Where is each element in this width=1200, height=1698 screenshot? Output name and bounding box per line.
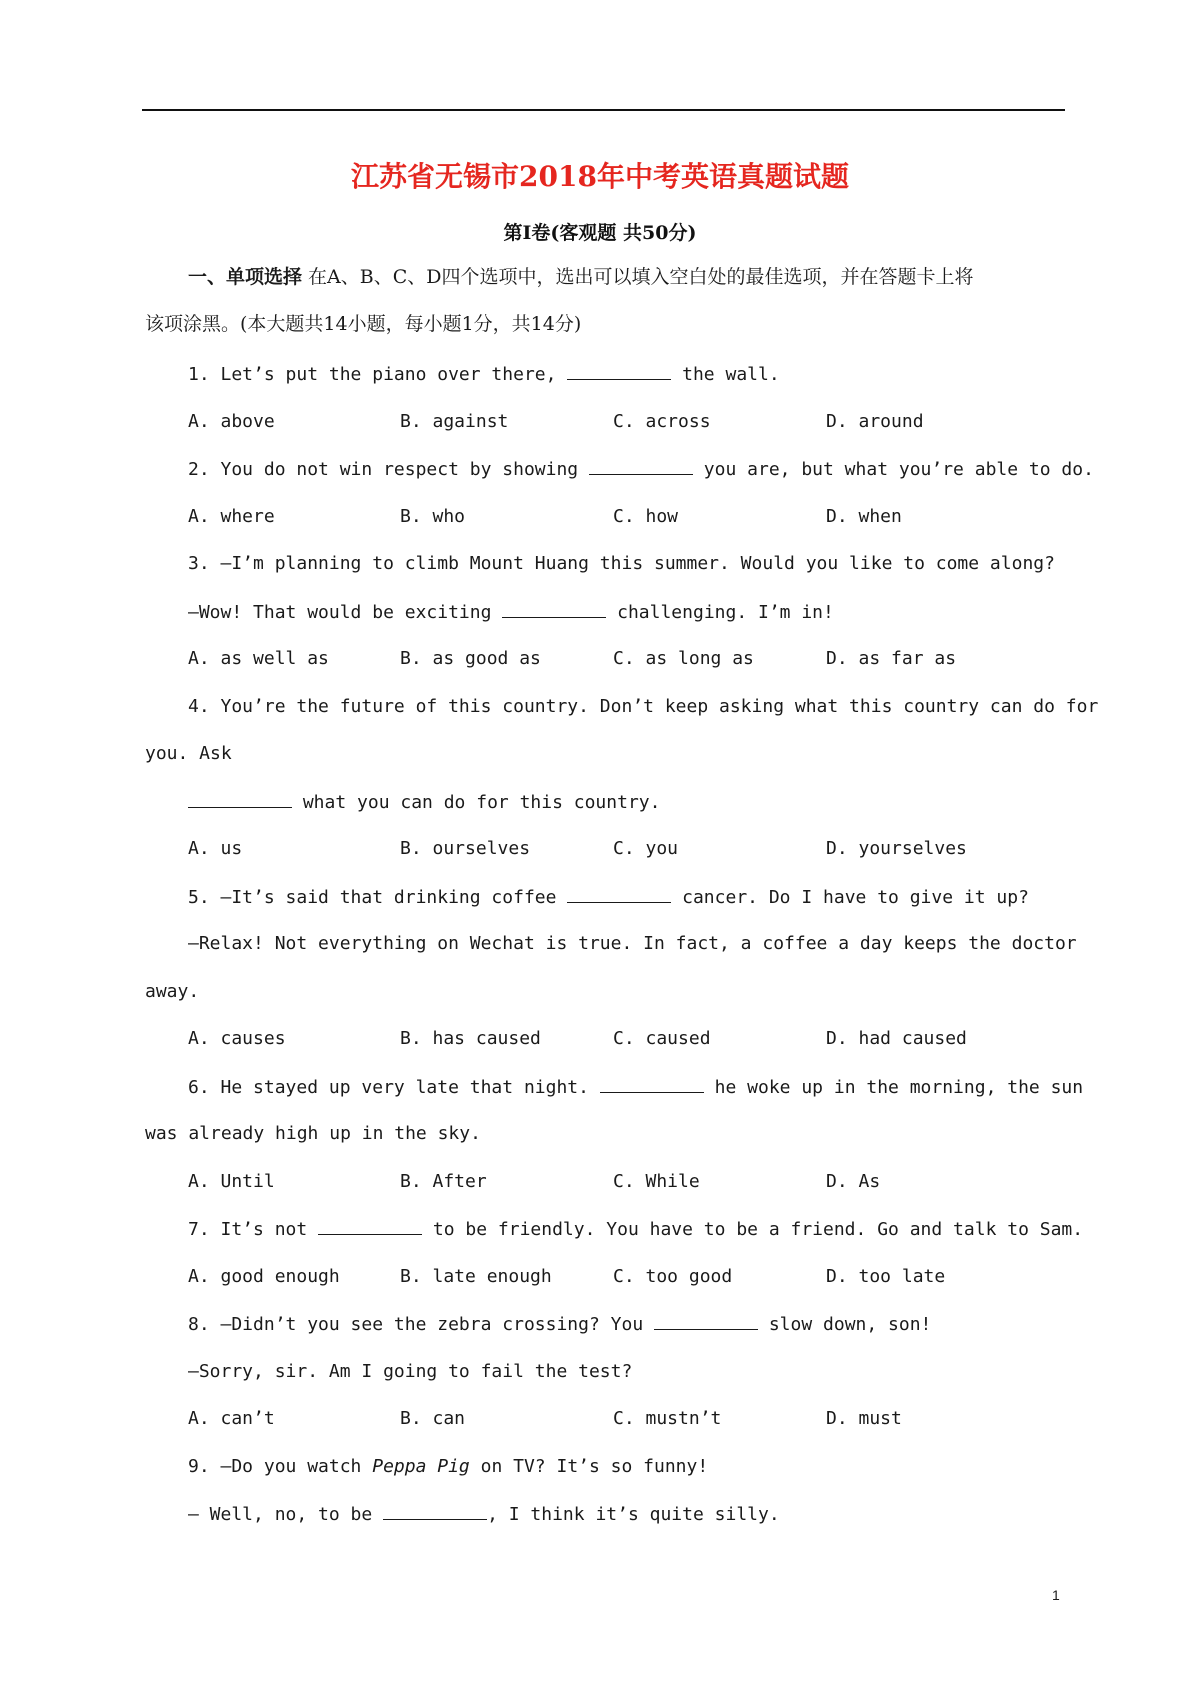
- q7-option-c: C. too good: [613, 1266, 733, 1287]
- answer-blank: [589, 458, 693, 475]
- q7-option-d: D. too late: [826, 1266, 946, 1287]
- question-9-stem: 9. —Do you watch Peppa Pig on TV? It’s so funny!: [188, 1456, 709, 1477]
- page-title: 江苏省无锡市2018年中考英语真题试题: [351, 160, 849, 193]
- section-instruction-line1: [188, 266, 974, 288]
- question-4-line2: you. Ask: [145, 743, 232, 764]
- q8-option-d: D. must: [826, 1408, 902, 1429]
- answer-blank: [502, 601, 606, 618]
- answer-blank: [654, 1313, 758, 1330]
- q7-option-a: A. good enough: [188, 1266, 340, 1287]
- question-7-stem: 7. It’s not to be friendly. You have to be a friend. Go and talk to Sam.: [188, 1219, 1084, 1240]
- question-4-line3: what you can do for this country.: [188, 791, 660, 814]
- section-heading: 一、单项选择: [188, 266, 303, 288]
- q4-option-d: D. yourselves: [826, 838, 967, 859]
- question-6-stem: 6. He stayed up very late that night. he woke up in the morning, the sun: [188, 1077, 1084, 1098]
- q2-option-c: C. how: [613, 506, 679, 527]
- q5-option-b: B. has caused: [400, 1028, 541, 1049]
- q1-option-a: A. above: [188, 411, 275, 432]
- page-number: 1: [1052, 1587, 1060, 1603]
- q3-option-d: D. as far as: [826, 648, 957, 669]
- q7-option-b: B. late enough: [400, 1266, 552, 1287]
- answer-blank: [567, 363, 671, 380]
- page-subtitle: 第Ⅰ卷(客观题 共50分): [503, 222, 697, 244]
- answer-blank: [318, 1218, 422, 1235]
- answer-blank: [188, 791, 292, 808]
- q1-option-b: B. against: [400, 411, 509, 432]
- q5-option-a: A. causes: [188, 1028, 286, 1049]
- q1-option-c: C. across: [613, 411, 711, 432]
- q8-option-b: B. can: [400, 1408, 466, 1429]
- question-5-line3: away.: [145, 981, 200, 1002]
- answer-blank: [600, 1076, 704, 1093]
- q4-option-a: A. us: [188, 838, 243, 859]
- question-5-line2: —Relax! Not everything on Wechat is true. In fact, a coffee a day keeps the doctor: [188, 933, 1077, 954]
- question-3-stem: 3. —I’m planning to climb Mount Huang this summer. Would you like to come along?: [188, 553, 1055, 574]
- section-instruction-line2: 该项涂黑。(本大题共14小题，每小题1分，共14分): [145, 313, 582, 335]
- q6-option-c: C. While: [613, 1171, 700, 1192]
- q6-option-a: A. Until: [188, 1171, 275, 1192]
- q2-option-a: A. where: [188, 506, 275, 527]
- q8-option-a: A. can’t: [188, 1408, 275, 1429]
- question-4-stem: 4. You’re the future of this country. Don’t keep asking what this country can do for: [188, 696, 1099, 717]
- question-8-stem: 8. —Didn’t you see the zebra crossing? You slow down, son!: [188, 1314, 932, 1335]
- q3-option-c: C. as long as: [613, 648, 754, 669]
- answer-blank: [567, 886, 671, 903]
- question-1-stem: 1. Let’s put the piano over there, the wall.: [188, 364, 780, 385]
- show-title: Peppa Pig: [372, 1456, 470, 1477]
- question-3-line2: —Wow! That would be exciting challenging. I’m in!: [188, 602, 834, 623]
- q5-option-d: D. had caused: [826, 1028, 967, 1049]
- question-6-line2: was already high up in the sky.: [145, 1123, 481, 1144]
- answer-blank: [383, 1503, 487, 1520]
- q4-option-c: C. you: [613, 838, 679, 859]
- question-9-line2: — Well, no, to be , I think it’s quite silly.: [188, 1504, 780, 1525]
- q5-option-c: C. caused: [613, 1028, 711, 1049]
- top-rule: [142, 109, 1065, 111]
- q1-option-d: D. around: [826, 411, 924, 432]
- q2-option-d: D. when: [826, 506, 902, 527]
- q2-option-b: B. who: [400, 506, 466, 527]
- q8-option-c: C. mustn’t: [613, 1408, 722, 1429]
- q3-option-b: B. as good as: [400, 648, 541, 669]
- q3-option-a: A. as well as: [188, 648, 329, 669]
- q4-option-b: B. ourselves: [400, 838, 531, 859]
- question-8-line2: —Sorry, sir. Am I going to fail the test?: [188, 1361, 633, 1382]
- q6-option-b: B. After: [400, 1171, 487, 1192]
- question-2-stem: 2. You do not win respect by showing you are, but what you’re able to do.: [188, 459, 1094, 480]
- q6-option-d: D. As: [826, 1171, 881, 1192]
- question-5-stem: 5. —It’s said that drinking coffee cancer. Do I have to give it up?: [188, 887, 1029, 908]
- section-instruction-text: 在A、B、C、D四个选项中，选出可以填入空白处的最佳选项，并在答题卡上将: [302, 266, 974, 288]
